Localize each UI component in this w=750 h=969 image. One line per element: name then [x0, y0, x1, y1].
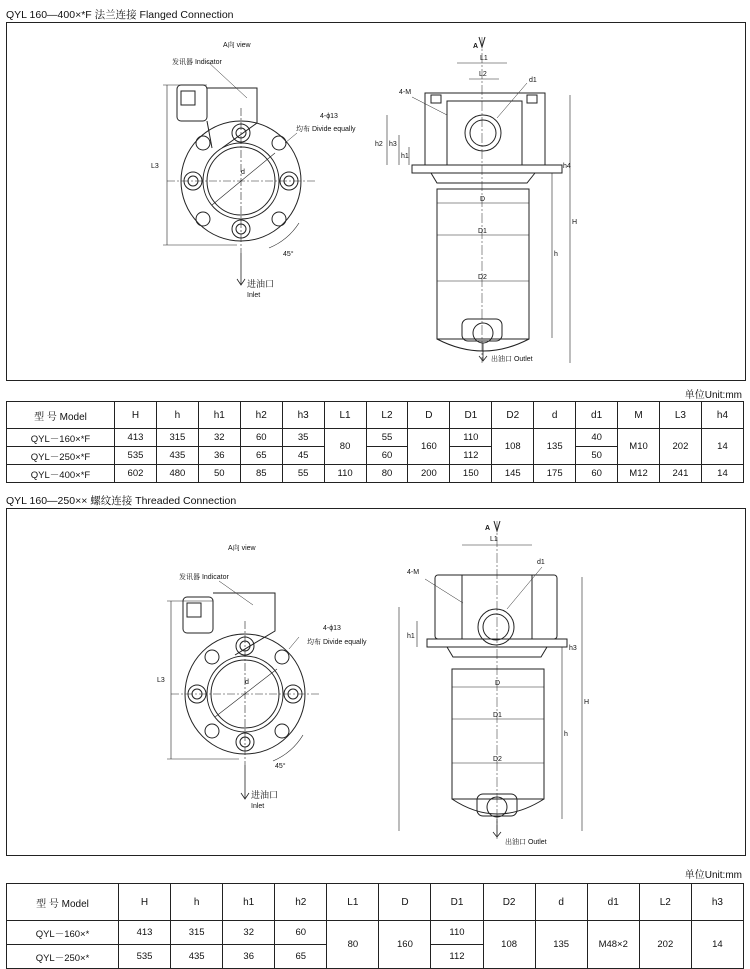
cell-h: 315 — [171, 921, 223, 945]
col-h2: h2 — [240, 402, 282, 429]
cell-h1: 50 — [198, 465, 240, 483]
col-h: h — [156, 402, 198, 429]
angle-label-2: 45° — [275, 763, 286, 770]
holes-label: 4-ϕ13 — [320, 113, 338, 120]
angle-label: 45° — [283, 251, 294, 258]
cell-D-merged: 160 — [408, 429, 450, 465]
cell-d1: 50 — [576, 447, 618, 465]
cell-H: 535 — [115, 447, 157, 465]
cell-h2: 65 — [240, 447, 282, 465]
col-h4: h4 — [701, 402, 743, 429]
cell-h: 480 — [156, 465, 198, 483]
cell-h4-merged: 14 — [701, 429, 743, 465]
cell-H: 413 — [119, 921, 171, 945]
cell-model: QYL－250×* — [7, 945, 119, 969]
col-h2: h2 — [275, 884, 327, 921]
unit-label-2: 单位Unit:mm — [684, 870, 742, 881]
a-arrow-label: A — [473, 43, 479, 50]
a-view-label: A向 view — [223, 42, 251, 49]
col-L2: L2 — [366, 402, 408, 429]
col-model: 型 号 Model — [7, 884, 119, 921]
indicator-label-2: 发讯器 Indicator — [179, 574, 229, 581]
table-row — [7, 921, 744, 945]
cell-D1: 150 — [450, 465, 492, 483]
col-h3: h3 — [282, 402, 324, 429]
cell-L2: 80 — [366, 465, 408, 483]
col-H: H — [119, 884, 171, 921]
d1-label-2: d1 — [537, 559, 545, 566]
cell-H: 413 — [115, 429, 157, 447]
h1-label-2: h1 — [407, 633, 415, 640]
cell-d1-merged: M48×2 — [587, 921, 639, 969]
col-h1: h1 — [198, 402, 240, 429]
h2-label: h2 — [375, 141, 383, 148]
threaded-top-view — [167, 581, 321, 799]
l1-label: L1 — [480, 55, 488, 62]
col-L1: L1 — [327, 884, 379, 921]
flanged-drawing-frame — [6, 22, 746, 381]
col-D1: D1 — [450, 402, 492, 429]
inlet-en-label-2: Inlet — [251, 803, 265, 810]
cell-h3: 35 — [282, 429, 324, 447]
D1-label: D1 — [478, 228, 487, 235]
cell-h2: 85 — [240, 465, 282, 483]
H-label-2: H — [584, 699, 590, 706]
h-label-2: h — [564, 731, 568, 738]
cell-L1-merged: 80 — [324, 429, 366, 465]
cell-h: 315 — [156, 429, 198, 447]
filter-side-view — [387, 37, 570, 363]
col-D2: D2 — [492, 402, 534, 429]
h4-label: h4 — [563, 163, 571, 170]
col-h3: h3 — [691, 884, 743, 921]
cell-model: QYL－160×* — [7, 921, 119, 945]
a-arrow-label-2: A — [485, 525, 491, 532]
cell-h3: 45 — [282, 447, 324, 465]
cell-d-merged: 135 — [535, 921, 587, 969]
col-L2: L2 — [639, 884, 691, 921]
cell-L1: 110 — [324, 465, 366, 483]
cell-H: 602 — [115, 465, 157, 483]
col-h: h — [171, 884, 223, 921]
inlet-cn-label: 进油口 — [247, 279, 275, 289]
d-label: d — [241, 169, 245, 176]
cell-model: QYL－160×*F — [7, 429, 115, 447]
l1-label-2: L1 — [490, 536, 498, 543]
cell-D1: 112 — [450, 447, 492, 465]
cell-d: 175 — [534, 465, 576, 483]
col-h1: h1 — [223, 884, 275, 921]
inlet-en-label: Inlet — [247, 292, 261, 299]
holes-label-2: 4-ϕ13 — [323, 625, 341, 632]
divide-label-2: 均布 Divide equally — [307, 639, 367, 646]
cell-model: QYL－400×*F — [7, 465, 115, 483]
cell-L2: 55 — [366, 429, 408, 447]
cell-h1: 32 — [223, 921, 275, 945]
cell-h1: 36 — [198, 447, 240, 465]
cell-h1: 32 — [198, 429, 240, 447]
cell-D2-merged: 108 — [483, 921, 535, 969]
inlet-cn-label-2: 进油口 — [251, 790, 279, 800]
cell-h2: 60 — [275, 921, 327, 945]
threaded-side-view — [399, 521, 582, 839]
cell-M-merged: M10 — [618, 429, 660, 465]
h3-label: h3 — [389, 141, 397, 148]
cell-h2: 60 — [240, 429, 282, 447]
cell-h2: 65 — [275, 945, 327, 969]
col-M: M — [618, 402, 660, 429]
section2-title: QYL 160—250×× 螺纹连接 Threaded Connection — [6, 495, 237, 507]
col-D: D — [379, 884, 431, 921]
col-D1: D1 — [431, 884, 483, 921]
h3-label-2: h3 — [569, 645, 577, 652]
D-label-2: D — [495, 680, 501, 687]
cell-d-merged: 135 — [534, 429, 576, 465]
cell-d1: 60 — [576, 465, 618, 483]
col-model: 型 号 Model — [7, 402, 115, 429]
col-D: D — [408, 402, 450, 429]
h-label: h — [554, 251, 558, 258]
D-label: D — [480, 196, 486, 203]
H-label: H — [572, 219, 578, 226]
h1-label: h1 — [401, 153, 409, 160]
table-header-row — [7, 884, 744, 921]
a-view-label-2: A向 view — [228, 545, 256, 552]
threaded-spec-table — [6, 883, 744, 969]
table-row — [7, 465, 744, 483]
cell-D: 200 — [408, 465, 450, 483]
col-d: d — [534, 402, 576, 429]
d1-label: d1 — [529, 77, 537, 84]
cell-D2-merged: 108 — [492, 429, 534, 465]
d-label-2: d — [245, 679, 249, 686]
flanged-drawing — [7, 23, 745, 380]
m-label: 4-M — [399, 89, 412, 96]
cell-D1: 112 — [431, 945, 483, 969]
section1-title: QYL 160—400×*F 法兰连接 Flanged Connection — [6, 9, 234, 21]
cell-h: 435 — [171, 945, 223, 969]
cell-L3-merged: 202 — [659, 429, 701, 465]
flanged-spec-table — [6, 401, 744, 483]
D2-label-2: D2 — [493, 756, 502, 763]
outlet-label: 出油口 Outlet — [491, 356, 533, 363]
cell-h4: 14 — [701, 465, 743, 483]
col-L1: L1 — [324, 402, 366, 429]
cell-h3-merged: 14 — [691, 921, 743, 969]
l2-label: L2 — [479, 71, 487, 78]
cell-D-merged: 160 — [379, 921, 431, 969]
cell-D1: 110 — [431, 921, 483, 945]
col-d1: d1 — [587, 884, 639, 921]
col-H: H — [115, 402, 157, 429]
cell-H: 535 — [119, 945, 171, 969]
cell-D1: 110 — [450, 429, 492, 447]
D2-label: D2 — [478, 274, 487, 281]
cell-h1: 36 — [223, 945, 275, 969]
unit-label-1: 单位Unit:mm — [684, 390, 742, 401]
col-D2: D2 — [483, 884, 535, 921]
threaded-drawing — [7, 509, 745, 855]
D1-label-2: D1 — [493, 712, 502, 719]
cell-D2: 145 — [492, 465, 534, 483]
col-d1: d1 — [576, 402, 618, 429]
m-label-2: 4-M — [407, 569, 420, 576]
cell-L2-merged: 202 — [639, 921, 691, 969]
col-d: d — [535, 884, 587, 921]
divide-label: 均布 Divide equally — [296, 126, 356, 133]
cell-h: 435 — [156, 447, 198, 465]
col-L3: L3 — [659, 402, 701, 429]
l3-label: L3 — [151, 163, 159, 170]
l3-label-2: L3 — [157, 677, 165, 684]
cell-model: QYL－250×*F — [7, 447, 115, 465]
cell-L3: 241 — [659, 465, 701, 483]
cell-d1: 40 — [576, 429, 618, 447]
table-row — [7, 429, 744, 447]
table-header-row — [7, 402, 744, 429]
cell-h3: 55 — [282, 465, 324, 483]
indicator-label: 发讯器 Indicator — [172, 59, 222, 66]
threaded-drawing-frame — [6, 508, 746, 856]
outlet-label-2: 出油口 Outlet — [505, 839, 547, 846]
cell-L1-merged: 80 — [327, 921, 379, 969]
cell-L2: 60 — [366, 447, 408, 465]
cell-M: M12 — [618, 465, 660, 483]
